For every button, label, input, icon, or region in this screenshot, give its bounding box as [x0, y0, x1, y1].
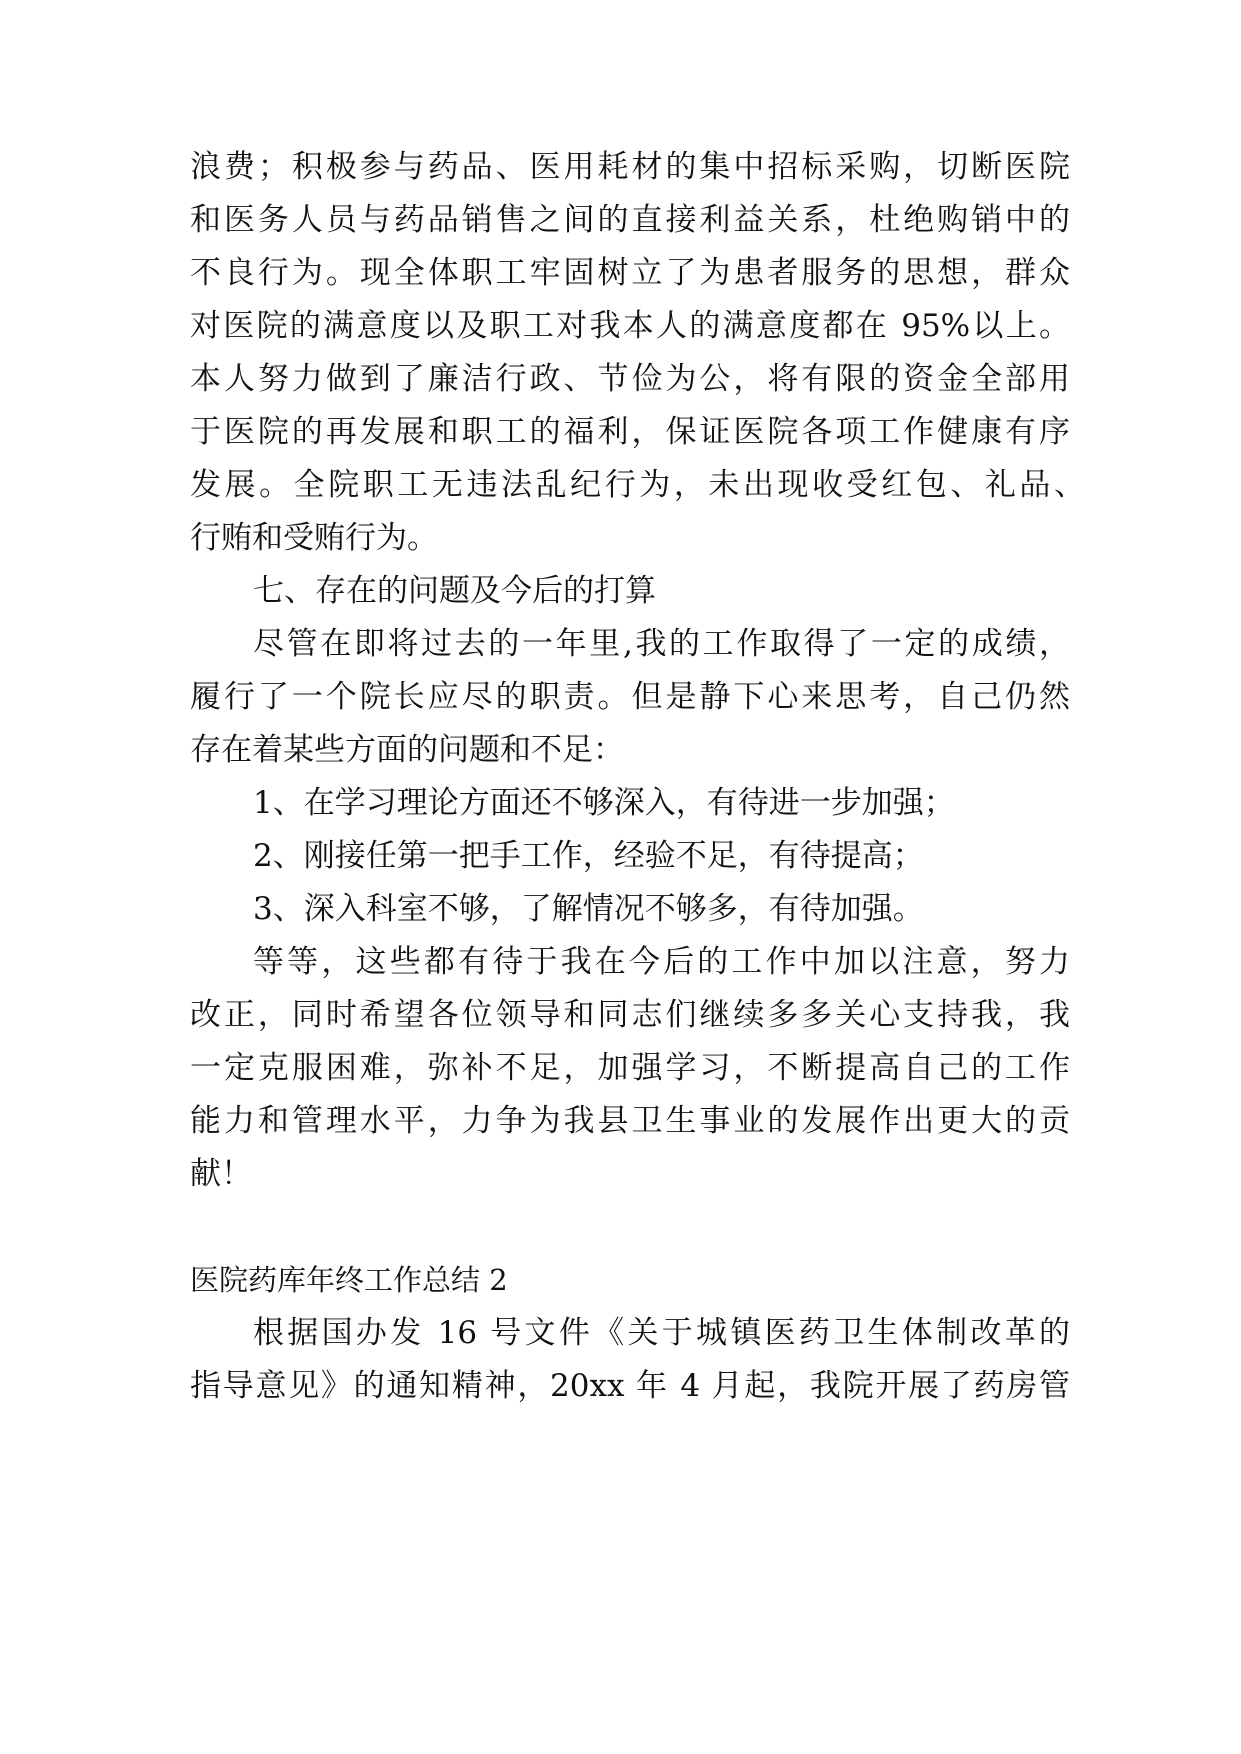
list-item: 2、刚接任第一把手工作，经验不足，有待提高；	[253, 838, 924, 874]
list-item: 1、在学习理论方面还不够深入，有待进一步加强；	[253, 785, 955, 821]
body-line: 于医院的再发展和职工的福利，保证医院各项工作健康有序	[190, 414, 1070, 450]
body-line: 存在着某些方面的问题和不足：	[190, 732, 624, 768]
body-line: 能力和管理水平，力争为我县卫生事业的发展作出更大的贡	[190, 1103, 1070, 1139]
body-line: 指导意见》的通知精神，20xx 年 4 月起，我院开展了药房管	[190, 1368, 1070, 1404]
body-line: 本人努力做到了廉洁行政、节俭为公，将有限的资金全部用	[190, 361, 1070, 397]
body-line: 献！	[190, 1156, 252, 1192]
section-heading: 七、存在的问题及今后的打算	[253, 573, 656, 609]
document-title: 医院药库年终工作总结 2	[190, 1263, 508, 1297]
body-line: 改正，同时希望各位领导和同志们继续多多关心支持我，我	[190, 997, 1070, 1033]
body-line: 对医院的满意度以及职工对我本人的满意度都在 95%以上。	[190, 308, 1070, 344]
list-item: 3、深入科室不够，了解情况不够多，有待加强。	[253, 891, 924, 927]
body-line: 行贿和受贿行为。	[190, 520, 438, 556]
body-line: 和医务人员与药品销售之间的直接利益关系，杜绝购销中的	[190, 202, 1070, 238]
body-line: 根据国办发 16 号文件《关于城镇医药卫生体制改革的	[253, 1315, 1070, 1351]
body-line: 不良行为。现全体职工牢固树立了为患者服务的思想，群众	[190, 255, 1070, 291]
body-line: 履行了一个院长应尽的职责。但是静下心来思考，自己仍然	[190, 679, 1070, 715]
body-line: 一定克服困难，弥补不足，加强学习，不断提高自己的工作	[190, 1050, 1070, 1086]
body-line: 等等，这些都有待于我在今后的工作中加以注意，努力	[253, 944, 1070, 980]
body-line: 浪费；积极参与药品、医用耗材的集中招标采购，切断医院	[190, 149, 1070, 185]
body-line: 尽管在即将过去的一年里,我的工作取得了一定的成绩，	[253, 626, 1070, 662]
body-line: 发展。全院职工无违法乱纪行为，未出现收受红包、礼品、	[190, 467, 1085, 503]
